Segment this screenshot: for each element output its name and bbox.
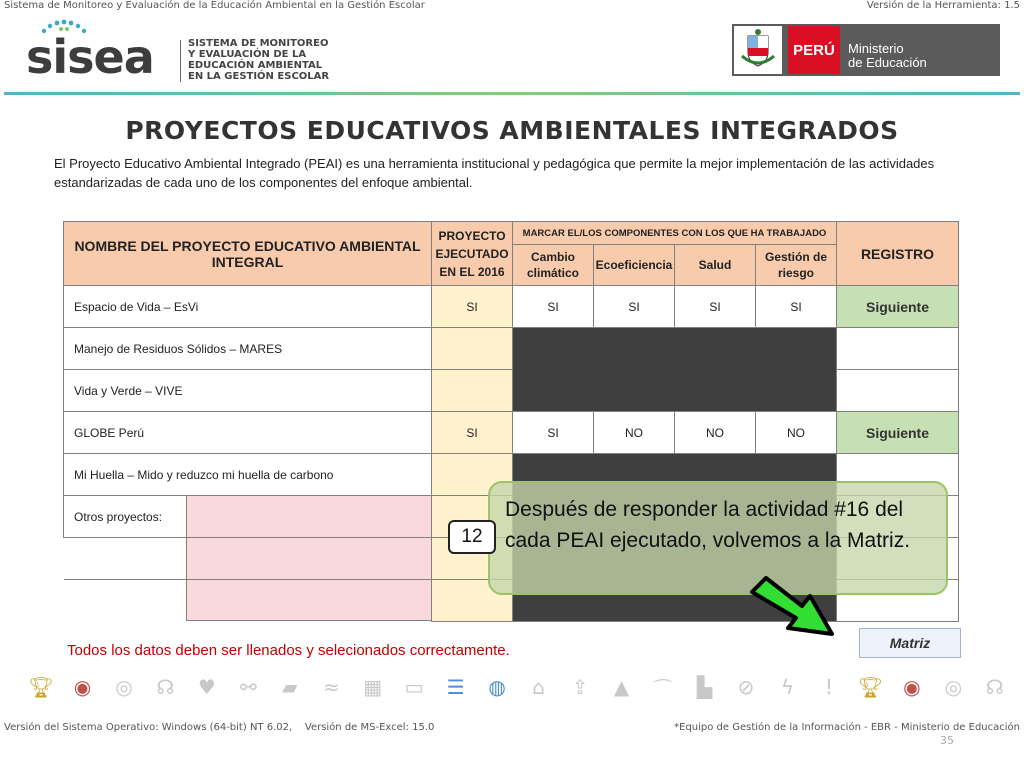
otros-cell	[64, 538, 432, 580]
executed-cell[interactable]	[432, 328, 513, 370]
book-icon: ▭	[404, 675, 424, 699]
other-project-input[interactable]	[187, 538, 432, 579]
ministry-line2: de Educación	[848, 55, 927, 70]
medal-icon: ◉	[73, 675, 92, 699]
project-name: Otros proyectos:	[64, 496, 187, 537]
bridge-icon: ⌒	[653, 676, 674, 701]
validation-warning: Todos los datos deben ser llenados y selecionados correctamente.	[67, 642, 510, 659]
bicycle-icon: ⚯	[239, 675, 257, 699]
ear-icon: ☊	[156, 675, 175, 699]
project-name: Manejo de Residuos Sólidos – MARES	[64, 328, 432, 370]
project-name: Mi Huella – Mido y reduzco mi huella de carbono	[64, 454, 432, 496]
logo-subtitle	[188, 38, 330, 82]
col-header-components: MARCAR EL/LOS COMPONENTES CON LOS QUE HA TRABAJADO	[513, 222, 837, 245]
table-row	[64, 412, 959, 454]
siguiente-button[interactable]: Siguiente	[837, 412, 959, 454]
col-header-component: Gestión de riesgo	[756, 245, 837, 286]
project-name: Vida y Verde – VIVE	[64, 370, 432, 412]
trophy-icon: 🏆︎	[28, 675, 54, 699]
registro-cell	[837, 328, 959, 370]
coat-of-arms-icon	[734, 26, 782, 74]
callout-text: Después de responder la actividad #16 del cada PEAI ejecutado, volvemos a la Matriz.	[505, 498, 911, 552]
siguiente-button[interactable]: Siguiente	[837, 286, 959, 328]
footer-versions	[4, 722, 434, 733]
col-header-registro: REGISTRO	[837, 222, 959, 286]
other-project-input[interactable]	[187, 496, 431, 537]
excel-version: Versión de MS-Excel: 15.0	[304, 722, 435, 733]
logo-subtitle-line: EN LA GESTIÓN ESCOLAR	[188, 71, 330, 82]
col-header-component: Ecoeficiencia	[594, 245, 675, 286]
otros-cell	[64, 580, 432, 622]
component-cell[interactable]: SI	[513, 286, 594, 328]
registro-cell	[837, 370, 959, 412]
logo-subtitle-line: Y EVALUACIÓN DE LA	[188, 49, 307, 60]
trophy-icon: 🏆︎	[857, 675, 884, 699]
lightning-icon: ϟ	[780, 675, 795, 699]
no-smoking-icon: ⊘	[737, 675, 755, 699]
blank-cell	[64, 538, 187, 579]
theme-icon-strip	[28, 672, 1008, 702]
sisea-logo: sisea	[26, 30, 154, 84]
component-cell[interactable]: SI	[594, 286, 675, 328]
globe-icon: ◍	[488, 675, 506, 699]
factory-icon: ▙	[696, 675, 713, 699]
upload-icon: ⇪	[571, 675, 589, 699]
component-cell[interactable]: NO	[756, 412, 837, 454]
truck-icon: ▰	[282, 675, 298, 699]
medal-icon: ◉	[903, 675, 921, 699]
executed-cell[interactable]: SI	[432, 286, 513, 328]
step-number-badge: 12	[448, 520, 496, 554]
executed-cell[interactable]: SI	[432, 412, 513, 454]
books-icon: ☰	[446, 675, 465, 699]
executed-cell[interactable]	[432, 370, 513, 412]
component-cell[interactable]: NO	[594, 412, 675, 454]
ministry-line1: Ministerio	[848, 41, 904, 56]
logo-divider	[180, 40, 181, 82]
eye-icon: ◎	[115, 675, 133, 699]
os-version: Versión del Sistema Operativo: Windows (64-bit) NT 6.02,	[4, 722, 293, 733]
pointer-arrow-icon	[744, 570, 840, 642]
solar-panel-icon: ▦	[363, 675, 383, 699]
logo-subtitle-line: EDUCACIÓN AMBIENTAL	[188, 60, 323, 71]
component-cell[interactable]: SI	[675, 286, 756, 328]
page-title: PROYECTOS EDUCATIVOS AMBIENTALES INTEGRADOS	[125, 116, 899, 145]
intro-text: El Proyecto Educativo Ambiental Integrado (PEAI) es una herramienta institucional y pedagógica que permite la mejor implementación de las actividades estandarizadas de cada uno de los componentes del enfoque ambiental.	[54, 156, 935, 190]
thermometer-icon: ǃ	[825, 675, 832, 699]
peru-label: PERÚ	[788, 26, 840, 74]
col-header-executed: PROYECTO EJECUTADO EN EL 2016	[432, 222, 513, 286]
tool-version: Versión de la Herramienta: 1.5	[866, 0, 1020, 11]
other-project-input[interactable]	[187, 580, 432, 621]
header-rule	[4, 92, 1020, 95]
table-row	[64, 286, 959, 328]
system-title: Sistema de Monitoreo y Evaluación de la Educación Ambiental en la Gestión Escolar	[4, 0, 425, 11]
heart-icon: ♥	[197, 675, 216, 699]
table-row	[64, 328, 959, 370]
project-name: Espacio de Vida – EsVi	[64, 286, 432, 328]
page-number: 35	[940, 734, 954, 747]
footer-credits: *Equipo de Gestión de la Información - EBR - Ministerio de Educación	[674, 722, 1020, 733]
matriz-button[interactable]: Matriz	[859, 628, 961, 658]
col-header-name: NOMBRE DEL PROYECTO EDUCATIVO AMBIENTAL INTEGRAL	[64, 222, 432, 286]
ear-icon: ☊	[985, 675, 1004, 699]
component-cell[interactable]: NO	[675, 412, 756, 454]
swimmer-icon: ≈	[322, 675, 340, 699]
otros-cell	[64, 496, 432, 538]
blank-cell	[64, 580, 187, 621]
mountain-icon: ▲	[613, 675, 630, 699]
house-icon: ⌂	[532, 675, 545, 699]
col-header-component: Cambio climático	[513, 245, 594, 286]
logo-subtitle-line: SISTEMA DE MONITOREO	[188, 38, 329, 49]
ministry-name	[848, 42, 927, 70]
component-cell[interactable]: SI	[756, 286, 837, 328]
project-name: GLOBE Perú	[64, 412, 432, 454]
disabled-components	[513, 328, 837, 412]
eye-icon: ◎	[944, 675, 963, 699]
component-cell[interactable]: SI	[513, 412, 594, 454]
col-header-component: Salud	[675, 245, 756, 286]
